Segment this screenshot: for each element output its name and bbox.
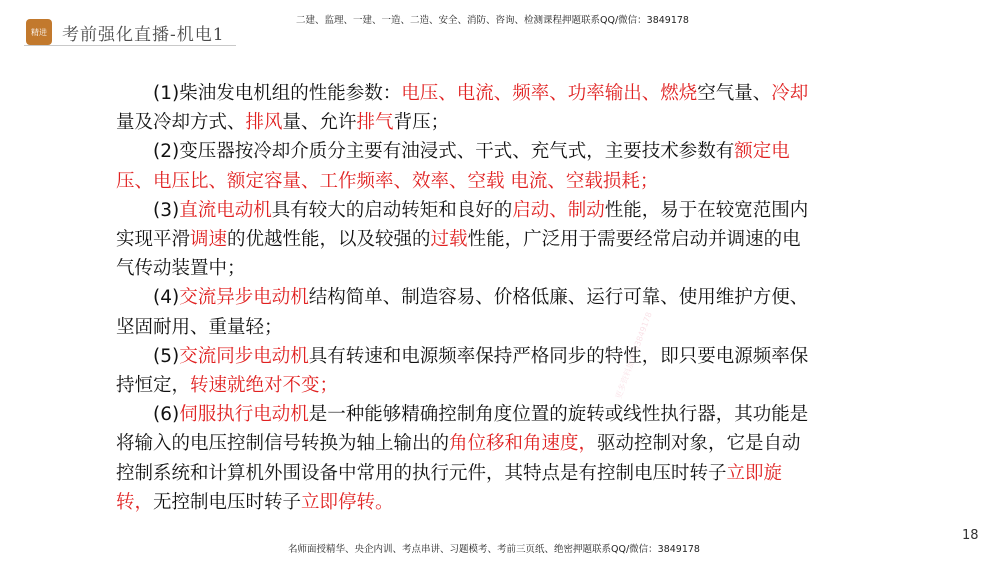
body-text: 背压； (393, 112, 450, 134)
body-text: (5) (153, 345, 180, 367)
body-text: 具有转速和电源频率保持严格同步的特性，即只要电源频率保持恒定， (116, 345, 809, 397)
highlighted-text: 排气 (356, 112, 394, 134)
paragraph-4 (116, 283, 816, 341)
body-text: 是一种能够精确控制角度位置的旋转或线性执行器，其功能是将输入的电压控制信号转换为轴上输出的 (116, 404, 809, 455)
paragraph-5 (116, 342, 816, 400)
highlighted-text: 立即停转。 (301, 491, 394, 513)
highlighted-text: 额定电压、电压比、额定容量、工作频率、效率、空载 电流、空载损耗； (116, 141, 790, 192)
watermark: 更多资料加微信3849178 (613, 310, 654, 401)
highlighted-text: 立即旋转， (116, 462, 783, 513)
highlighted-text: 直流电动机 (179, 199, 272, 221)
highlighted-text: 转速就绝对不变； (190, 375, 339, 397)
page-number: 18 (962, 528, 979, 543)
body-text: (4) (153, 287, 180, 309)
highlighted-text: 角位移和角速度， (449, 433, 598, 455)
body-text: 空气量、 (697, 83, 772, 104)
body-text: (3) (153, 199, 180, 221)
body-text: (2)变压器按冷却介质分主要有油浸式、干式、充气式，主要技术参数有 (153, 141, 735, 163)
highlighted-text: 排风 (245, 112, 283, 134)
body-text: 性能，广泛用于需要经常启动并调速的电气传动装置中； (116, 229, 801, 280)
highlighted-text: 调速 (190, 229, 228, 251)
paragraph-2 (116, 137, 816, 195)
highlighted-text: 伺服执行电动机 (179, 404, 309, 426)
highlighted-text: 交流同步电动机 (179, 345, 309, 367)
highlighted-text: 交流异步电动机 (179, 287, 309, 309)
body-text: 量、允许 (282, 112, 357, 134)
body-text: 驱动控制对象，它是自动控制系统和计算机外围设备中常用的执行元件，其特点是有控制电压时转子 (116, 433, 801, 484)
paragraph-1 (116, 79, 816, 137)
course-title: 考前强化直播-机电1 (62, 25, 225, 45)
body-text: (1)柴油发电机组的性能参数： (153, 83, 402, 104)
highlighted-text: 冷却 (771, 83, 809, 104)
body-text: 的优越性能，以及较强的 (227, 229, 431, 251)
highlighted-text: 过载 (430, 229, 468, 251)
body-text: 具有较大的启动转矩和良好的 (271, 199, 513, 221)
highlighted-text: 启动、制动 (512, 199, 605, 221)
footer-contact-note: 名师面授精华、央企内训、考点串讲、习题模考、考前三页纸、绝密押题联系QQ/微信：3849178 (288, 544, 700, 555)
slide-content (116, 79, 816, 517)
body-text: 无控制电压时转子 (153, 491, 302, 513)
title-underline (24, 45, 236, 46)
body-text: (6) (153, 404, 180, 426)
paragraph-6 (116, 400, 816, 517)
highlighted-text: 电压、电流、频率、功率输出、燃烧 (401, 83, 698, 104)
body-text: 结构简单、制造容易、价格低廉、运行可靠、使用维护方便、坚固耐用、重量轻； (116, 287, 809, 338)
body-text: 性能，易于在较宽范围内实现平滑 (116, 199, 809, 251)
header-contact-note: 二建、监理、一建、一造、二造、安全、消防、咨询、检测课程押题联系QQ/微信：3849178 (296, 15, 689, 26)
body-text: 量及冷却方式、 (116, 112, 246, 134)
paragraph-3 (116, 196, 816, 284)
logo: 精进 (26, 19, 52, 45)
